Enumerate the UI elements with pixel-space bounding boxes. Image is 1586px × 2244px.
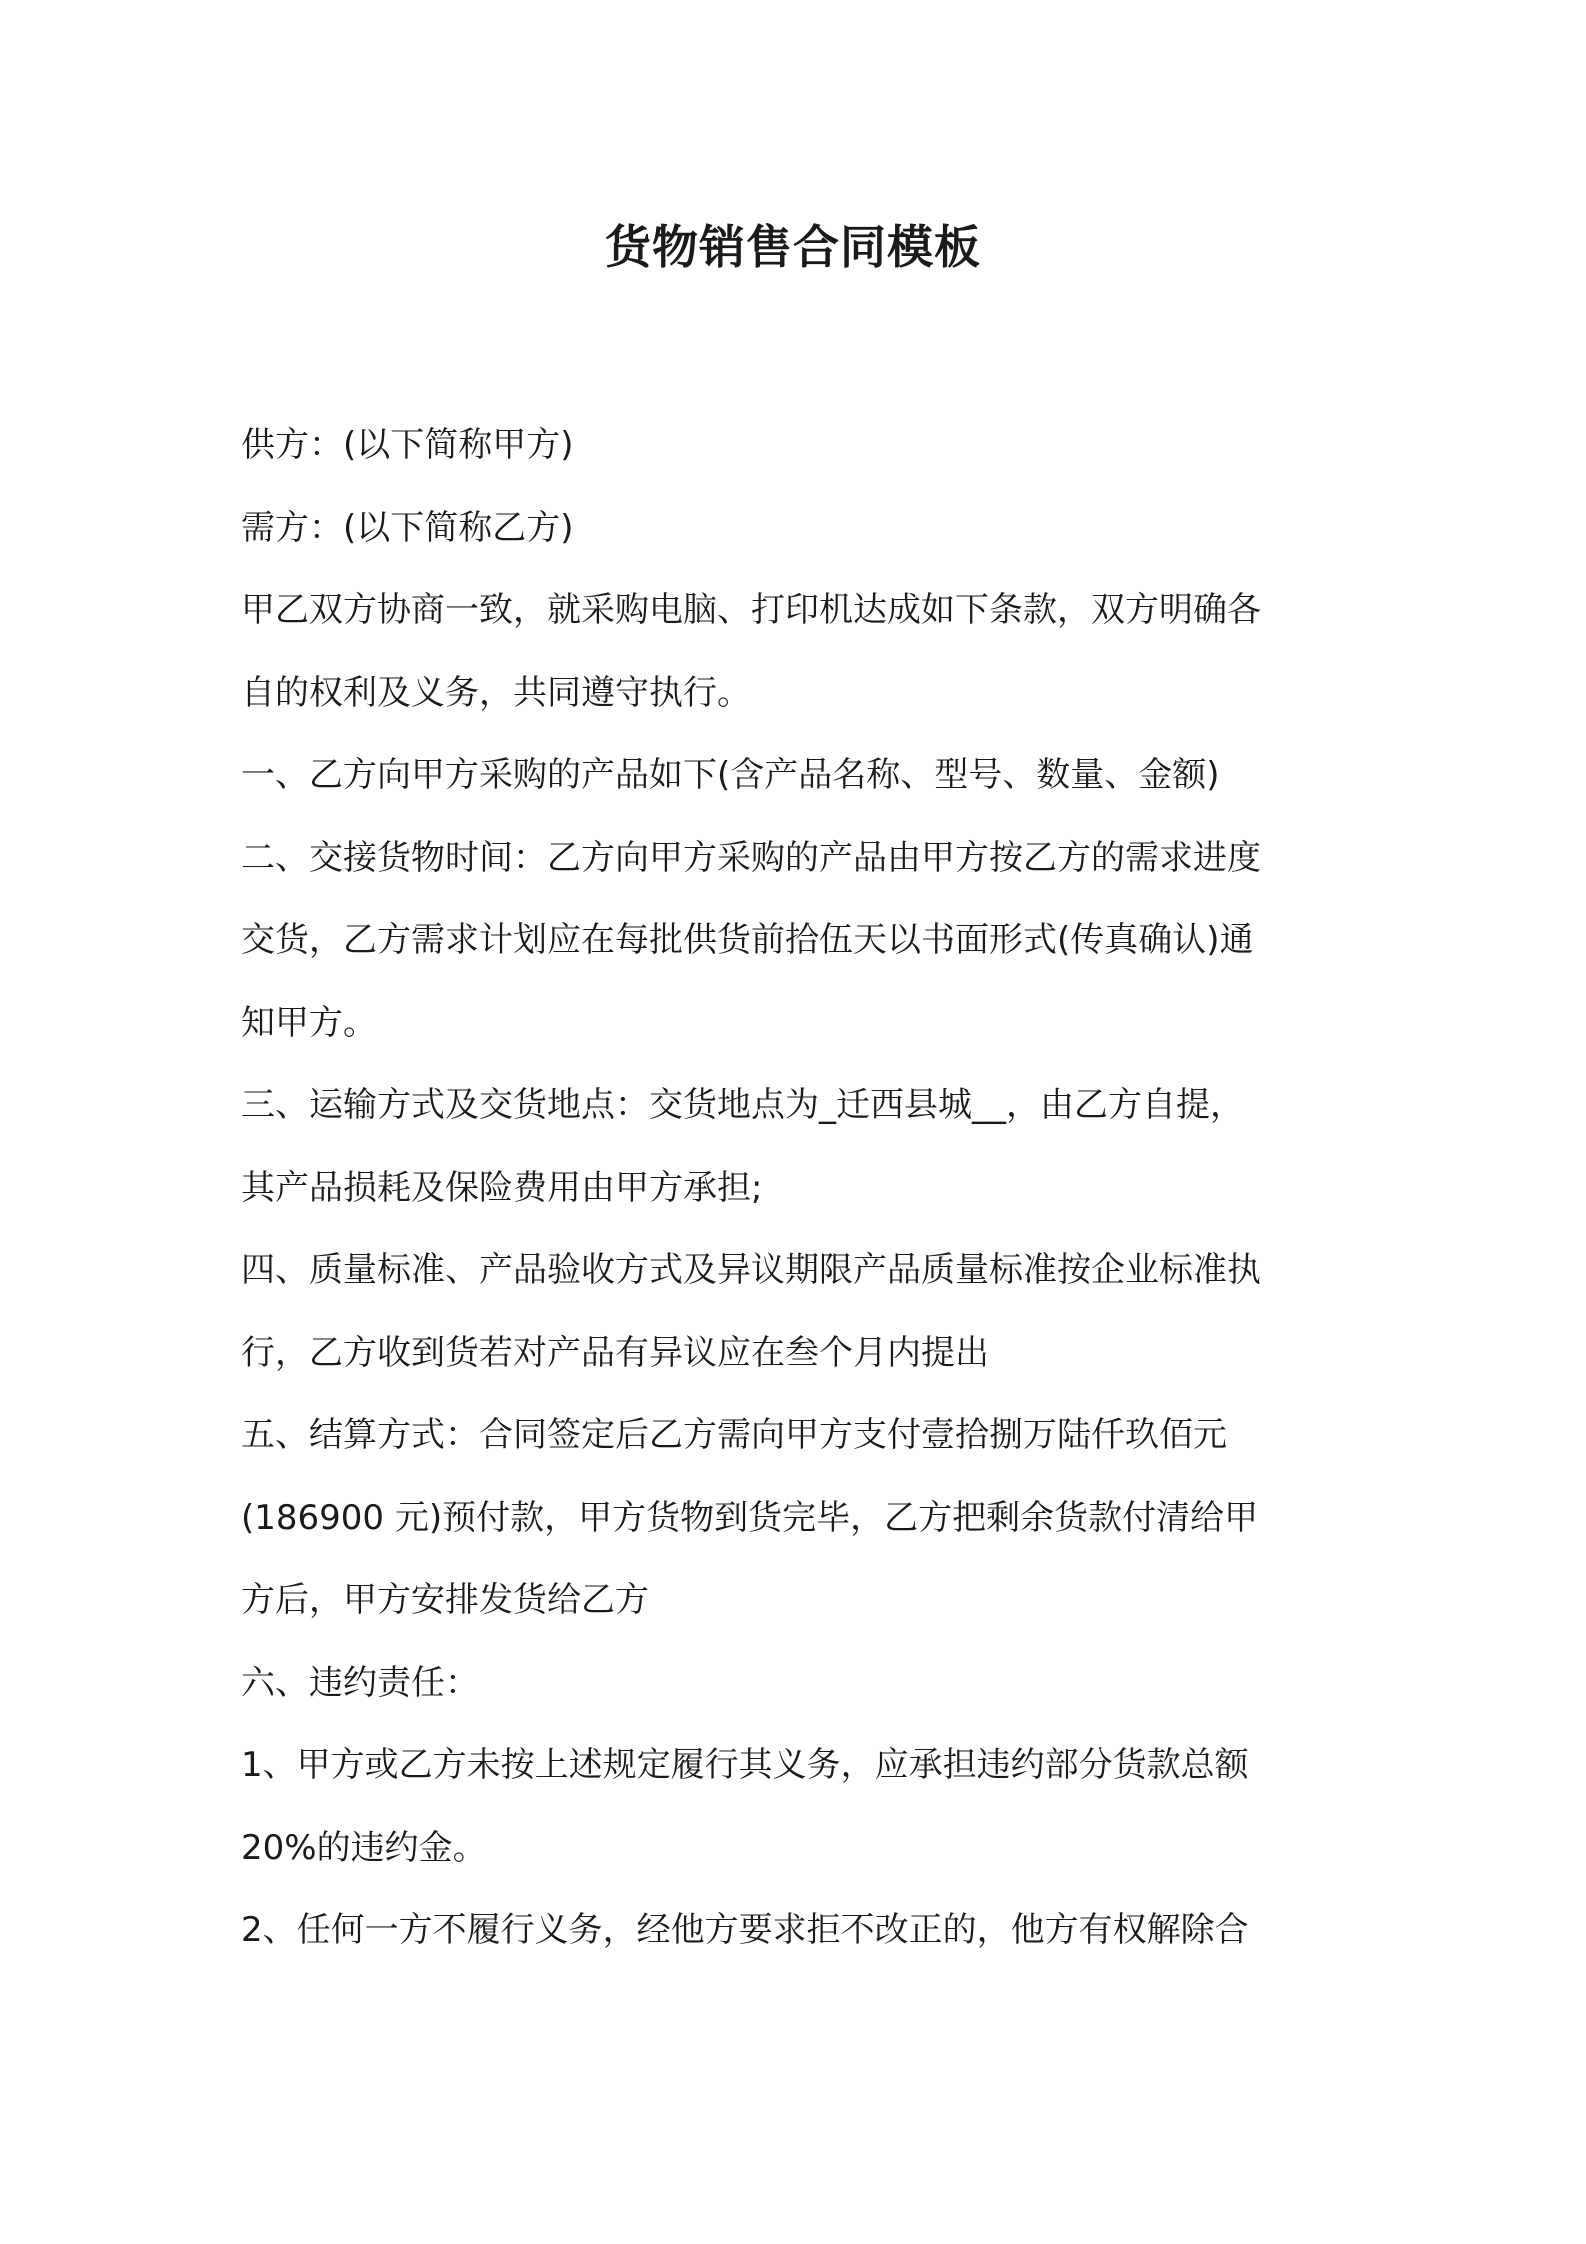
text-line: 一、乙方向甲方采购的产品如下(含产品名称、型号、数量、金额) xyxy=(241,755,1220,795)
text-line: 方后，甲方安排发货给乙方 xyxy=(241,1580,649,1620)
text-line: 20%的违约金。 xyxy=(241,1827,487,1868)
text-line: 行，乙方收到货若对产品有异议应在叁个月内提出 xyxy=(241,1332,989,1373)
text-line: 1、甲方或乙方未按上述规定履行其义务，应承担违约部分货款总额 xyxy=(241,1745,1249,1785)
text-line: 供方：(以下简称甲方) xyxy=(241,425,574,465)
text-line: 四、质量标准、产品验收方式及异议期限产品质量标准按企业标准执 xyxy=(241,1250,1261,1290)
text-line: 知甲方。 xyxy=(241,1002,377,1043)
text-line: 三、运输方式及交货地点：交货地点为_迁西县城__，由乙方自提， xyxy=(241,1085,1244,1125)
text-line: 交货，乙方需求计划应在每批供货前拾伍天以书面形式(传真确认)通 xyxy=(241,920,1254,960)
text-line: (186900 元)预付款，甲方货物到货完毕，乙方把剩余货款付清给甲 xyxy=(241,1497,1259,1538)
text-line: 五、结算方式：合同签定后乙方需向甲方支付壹拾捌万陆仟玖佰元 xyxy=(241,1415,1227,1455)
text-line: 其产品损耗及保险费用由甲方承担; xyxy=(241,1167,763,1208)
text-line: 六、违约责任： xyxy=(241,1662,479,1703)
text-line: 2、任何一方不履行义务，经他方要求拒不改正的，他方有权解除合 xyxy=(241,1910,1249,1950)
text-line: 自的权利及义务，共同遵守执行。 xyxy=(241,672,751,713)
text-line: 需方：(以下简称乙方) xyxy=(241,507,574,548)
text-line: 甲乙双方协商一致，就采购电脑、打印机达成如下条款，双方明确各 xyxy=(241,590,1261,630)
document-title: 货物销售合同模板 xyxy=(605,220,981,274)
text-line: 二、交接货物时间：乙方向甲方采购的产品由甲方按乙方的需求进度 xyxy=(241,837,1261,878)
contract-body xyxy=(241,404,1361,1972)
